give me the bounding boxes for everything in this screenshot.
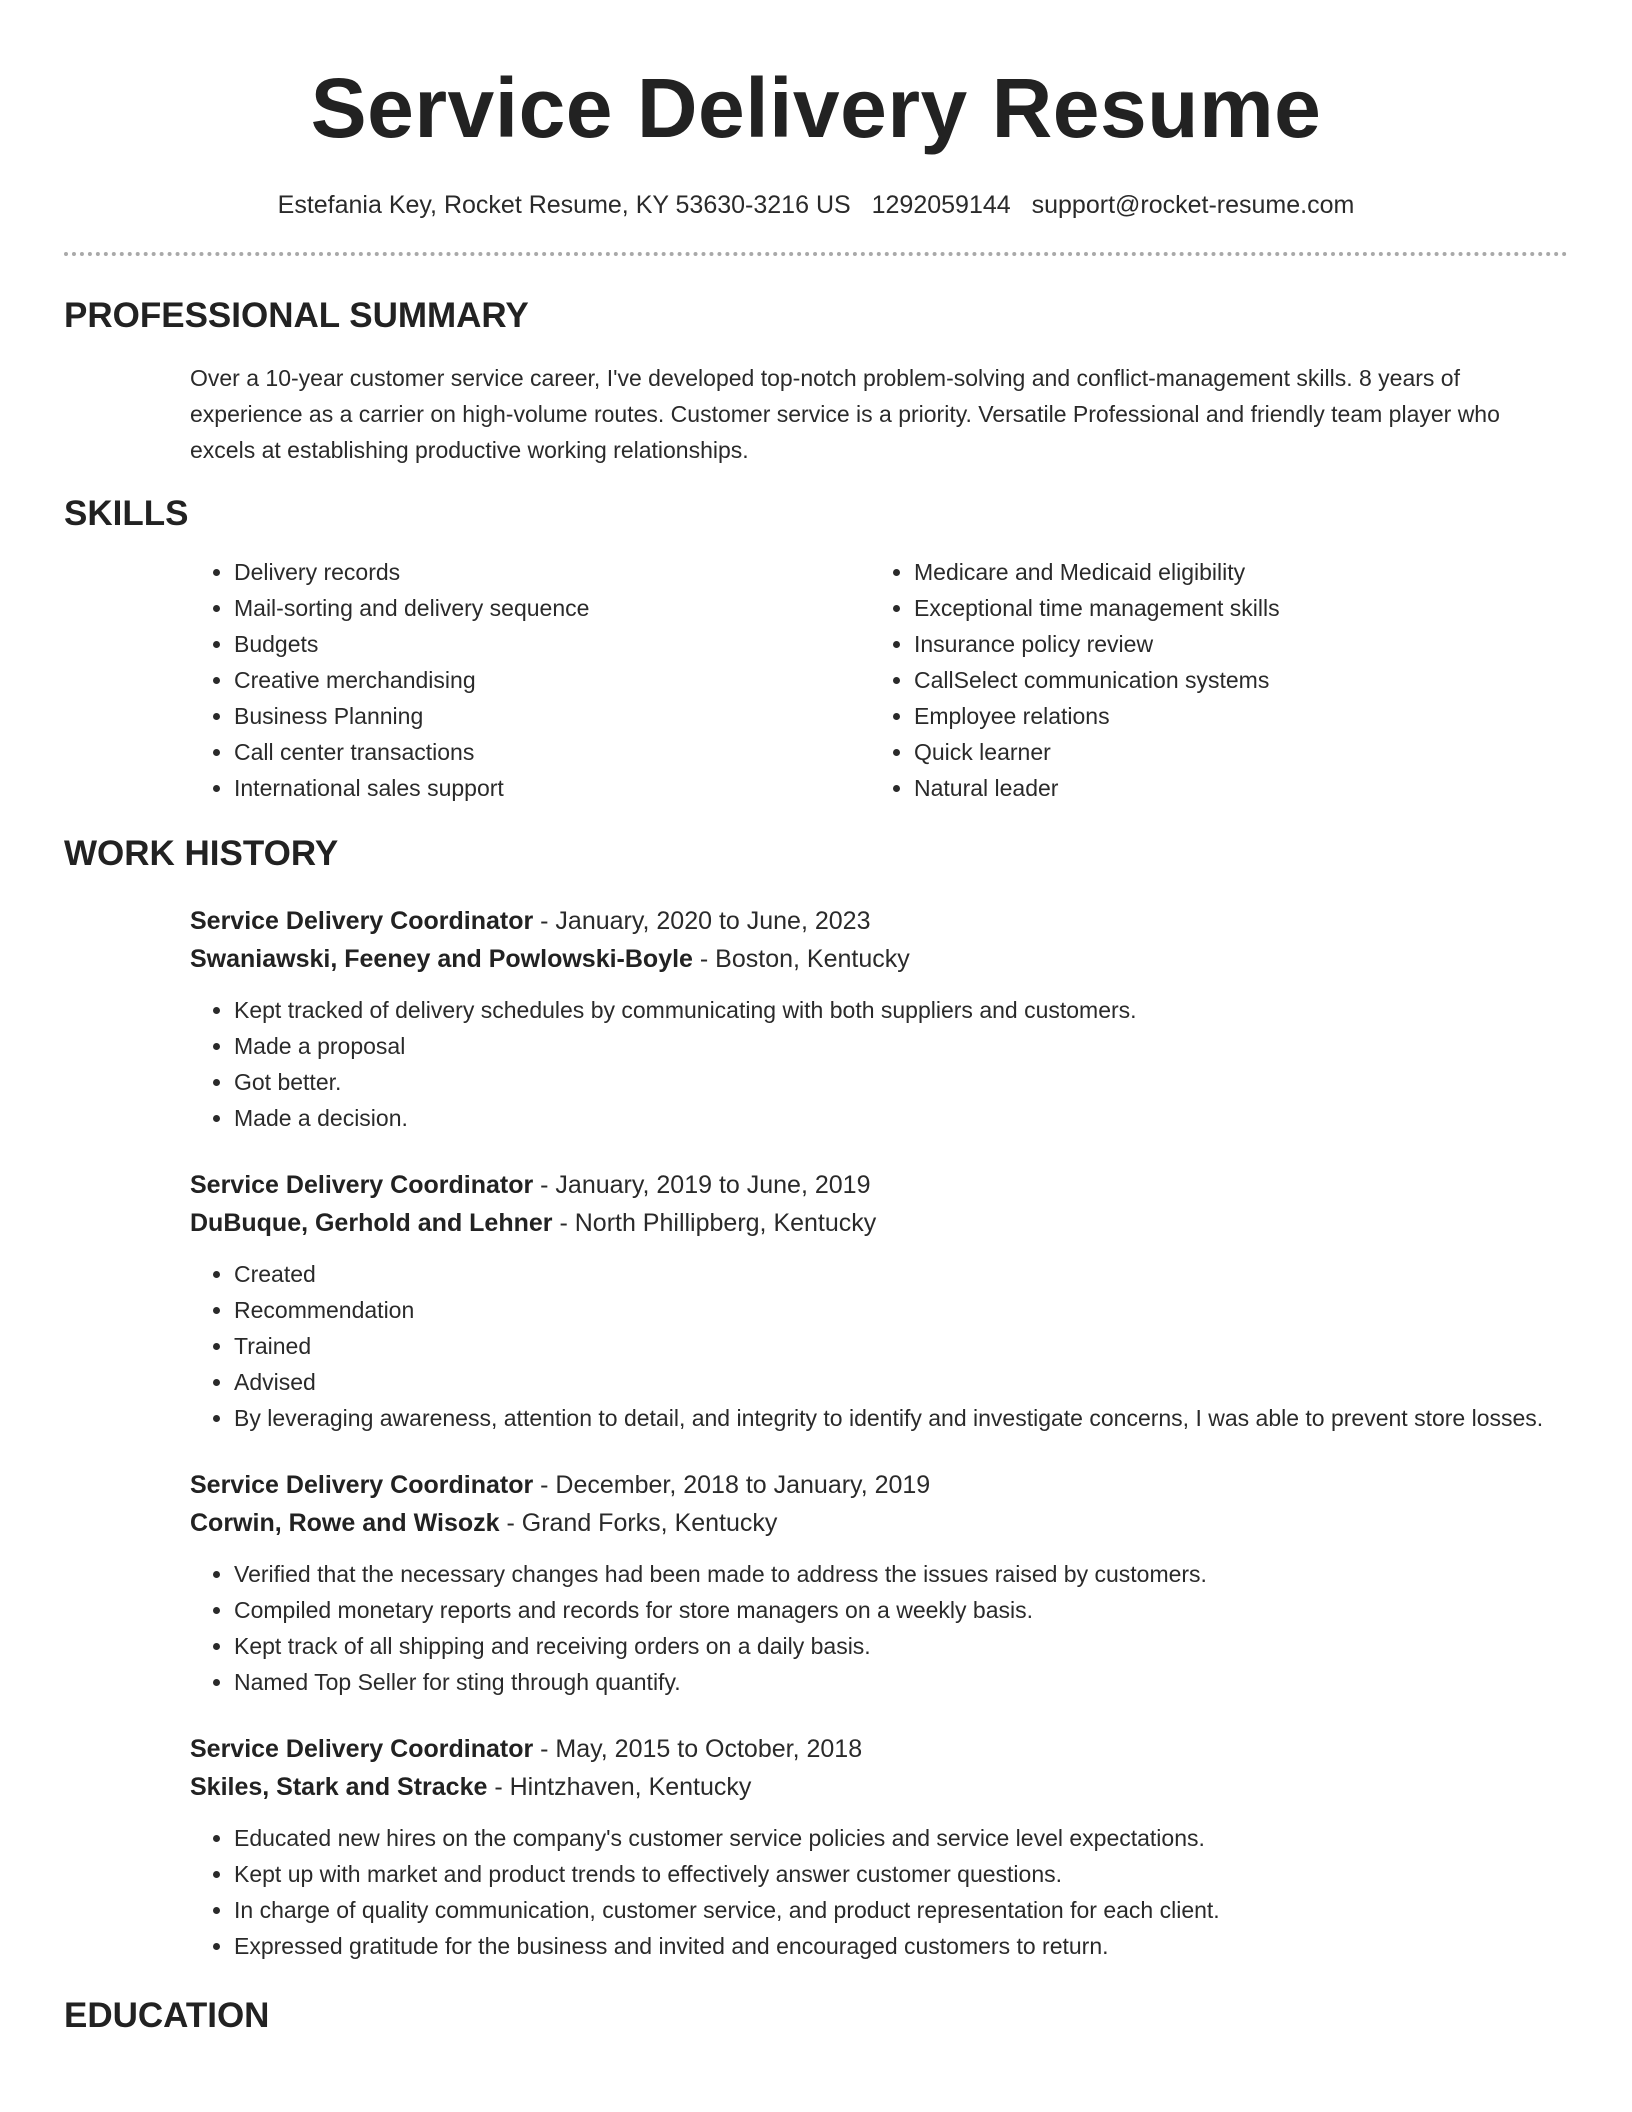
- contact-address: Estefania Key, Rocket Resume, KY 53630-3216 US: [277, 191, 851, 219]
- job-bullet: • By leveraging awareness, attention to detail, and integrity to identify and investigate concerns, I was able to prevent store losses.: [234, 1400, 1568, 1436]
- job-title: Service Delivery Coordinator: [190, 907, 534, 935]
- job-entry: [190, 1466, 1568, 1700]
- skill-item: • Insurance policy review: [914, 626, 1550, 662]
- skill-item: • Delivery records: [234, 554, 870, 590]
- job-entry: [190, 902, 1568, 1136]
- job-dates: - December, 2018 to January, 2019: [533, 1471, 931, 1499]
- skill-item: • Business Planning: [234, 698, 870, 734]
- education-section: [64, 1996, 1568, 2036]
- summary-text: Over a 10-year customer service career, I've developed top-notch problem-solving and conflict-management skills. 8 years of experience as a carrier on high-volume routes. Customer service is a priority. Versatile Professional and friendly team player who excels at establishing productive working relationships.: [190, 365, 1500, 463]
- job-company-line: [190, 1504, 1568, 1542]
- work-history-section: [64, 834, 1568, 1964]
- job-bullet: • Made a proposal: [234, 1028, 1568, 1064]
- job-company-line: [190, 1204, 1568, 1242]
- job-bullets: [190, 992, 1568, 1136]
- job-entry: [190, 1730, 1568, 1964]
- job-bullet: • Got better.: [234, 1064, 1568, 1100]
- job-location: - Boston, Kentucky: [692, 945, 910, 973]
- header-divider: [64, 252, 1568, 256]
- job-title: Service Delivery Coordinator: [190, 1471, 534, 1499]
- job-company: DuBuque, Gerhold and Lehner: [190, 1209, 553, 1237]
- work-history-heading: WORK HISTORY: [64, 834, 339, 873]
- skill-item: • Natural leader: [914, 770, 1550, 806]
- skill-item: • Budgets: [234, 626, 870, 662]
- contact-phone: 1292059144: [871, 191, 1011, 219]
- skill-item: • International sales support: [234, 770, 870, 806]
- job-bullet: • Expressed gratitude for the business and invited and encouraged customers to return.: [234, 1928, 1568, 1964]
- skills-list-left: [190, 554, 870, 806]
- skill-item: • Mail-sorting and delivery sequence: [234, 590, 870, 626]
- job-company-line: [190, 1768, 1568, 1806]
- job-company-line: [190, 940, 1568, 978]
- job-company: Swaniawski, Feeney and Powlowski-Boyle: [190, 945, 693, 973]
- contact-line: [64, 188, 1568, 222]
- job-dates: - May, 2015 to October, 2018: [533, 1735, 863, 1763]
- job-bullet: • Created: [234, 1256, 1568, 1292]
- job-title-line: [190, 1166, 1568, 1204]
- page-title: Service Delivery Resume: [310, 61, 1322, 155]
- job-bullets: [190, 1256, 1568, 1436]
- job-bullet: • Verified that the necessary changes had been made to address the issues raised by customers.: [234, 1556, 1568, 1592]
- job-location: - North Phillipberg, Kentucky: [552, 1209, 877, 1237]
- job-title-line: [190, 1730, 1568, 1768]
- skills-heading: SKILLS: [64, 494, 189, 533]
- job-bullet: • In charge of quality communication, customer service, and product representation for each client.: [234, 1892, 1568, 1928]
- job-bullet: • Compiled monetary reports and records for store managers on a weekly basis.: [234, 1592, 1568, 1628]
- job-bullet: • Named Top Seller for sting through quantify.: [234, 1664, 1568, 1700]
- skill-item: • Employee relations: [914, 698, 1550, 734]
- job-bullets: [190, 1820, 1568, 1964]
- job-bullet: • Kept tracked of delivery schedules by communicating with both suppliers and customers.: [234, 992, 1568, 1028]
- job-company: Skiles, Stark and Stracke: [190, 1773, 488, 1801]
- job-title-line: [190, 902, 1568, 940]
- job-bullet: • Advised: [234, 1364, 1568, 1400]
- job-location: - Grand Forks, Kentucky: [499, 1509, 778, 1537]
- contact-email: support@rocket-resume.com: [1031, 191, 1355, 219]
- job-bullet: • Trained: [234, 1328, 1568, 1364]
- summary-section: [64, 296, 1568, 468]
- skill-item: • CallSelect communication systems: [914, 662, 1550, 698]
- skills-section: [64, 494, 1568, 806]
- job-title: Service Delivery Coordinator: [190, 1735, 534, 1763]
- skill-item: • Creative merchandising: [234, 662, 870, 698]
- skill-item: • Quick learner: [914, 734, 1550, 770]
- job-bullet: • Made a decision.: [234, 1100, 1568, 1136]
- job-company: Corwin, Rowe and Wisozk: [190, 1509, 500, 1537]
- skill-item: • Medicare and Medicaid eligibility: [914, 554, 1550, 590]
- job-title-line: [190, 1466, 1568, 1504]
- education-heading: EDUCATION: [64, 1996, 270, 2035]
- job-bullet: • Kept track of all shipping and receiving orders on a daily basis.: [234, 1628, 1568, 1664]
- job-title: Service Delivery Coordinator: [190, 1171, 534, 1199]
- job-entry: [190, 1166, 1568, 1436]
- job-dates: - January, 2019 to June, 2019: [533, 1171, 871, 1199]
- job-location: - Hintzhaven, Kentucky: [487, 1773, 752, 1801]
- summary-heading: PROFESSIONAL SUMMARY: [64, 296, 529, 335]
- job-bullet: • Recommendation: [234, 1292, 1568, 1328]
- skill-item: • Exceptional time management skills: [914, 590, 1550, 626]
- job-bullet: • Educated new hires on the company's customer service policies and service level expectations.: [234, 1820, 1568, 1856]
- skills-columns: [190, 554, 1568, 806]
- job-bullets: [190, 1556, 1568, 1700]
- skill-item: • Call center transactions: [234, 734, 870, 770]
- job-dates: - January, 2020 to June, 2023: [533, 907, 871, 935]
- job-bullet: • Kept up with market and product trends to effectively answer customer questions.: [234, 1856, 1568, 1892]
- skills-list-right: [870, 554, 1550, 806]
